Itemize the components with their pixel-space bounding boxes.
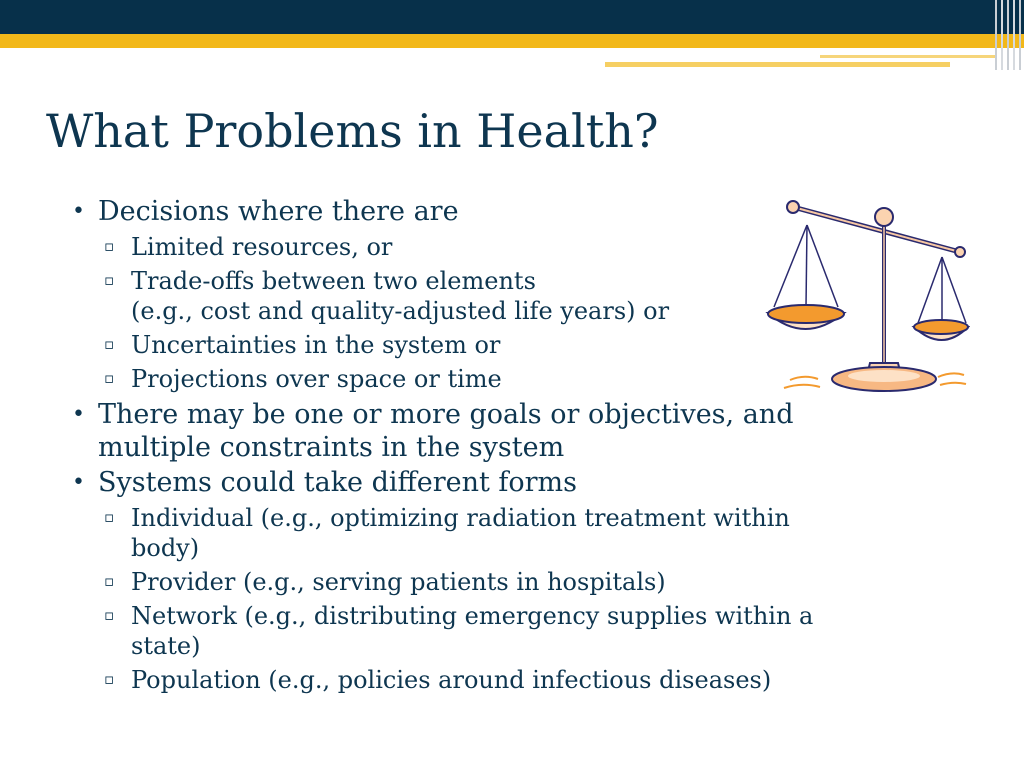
subbullet-text-continued: body) bbox=[131, 534, 200, 562]
header-accent-line-short bbox=[820, 55, 995, 58]
balance-scale-icon bbox=[760, 195, 970, 400]
subbullet-text: ▫ Individual (e.g., optimizing radiation treatment within bbox=[131, 504, 790, 532]
bullet-text-continued: multiple constraints in the system bbox=[98, 432, 565, 463]
bullet-systems bbox=[70, 466, 970, 499]
subbullet-text: ▫ Provider (e.g., serving patients in hospitals) bbox=[131, 568, 666, 596]
subbullet-individual bbox=[70, 503, 970, 563]
header-accent-line bbox=[605, 62, 950, 67]
subbullet-text: ▫ Population (e.g., policies around infectious diseases) bbox=[131, 666, 772, 694]
subbullet-population bbox=[70, 665, 970, 695]
subbullet-text: ▫ Projections over space or time bbox=[131, 365, 502, 393]
subbullet-text-continued: (e.g., cost and quality-adjusted life years) or bbox=[131, 297, 670, 325]
bullet-text: • Decisions where there are bbox=[98, 196, 459, 227]
header-corner-lines bbox=[990, 0, 1024, 70]
subbullet-text: ▫ Uncertainties in the system or bbox=[131, 331, 501, 359]
bullet-text: • There may be one or more goals or objectives, and bbox=[98, 399, 794, 430]
header-accent-stripe bbox=[0, 34, 1024, 48]
subbullet-text-continued: state) bbox=[131, 632, 201, 660]
bullet-goals bbox=[70, 398, 970, 464]
subbullet-network bbox=[70, 601, 970, 661]
slide-title: What Problems in Health? bbox=[46, 104, 659, 158]
subbullet-text: ▫ Trade-offs between two elements bbox=[131, 267, 536, 295]
subbullet-provider bbox=[70, 567, 970, 597]
bullet-text: • Systems could take different forms bbox=[98, 467, 578, 498]
header-band bbox=[0, 0, 1024, 34]
subbullet-text: ▫ Network (e.g., distributing emergency supplies within a bbox=[131, 602, 814, 630]
subbullet-text: ▫ Limited resources, or bbox=[131, 233, 393, 261]
